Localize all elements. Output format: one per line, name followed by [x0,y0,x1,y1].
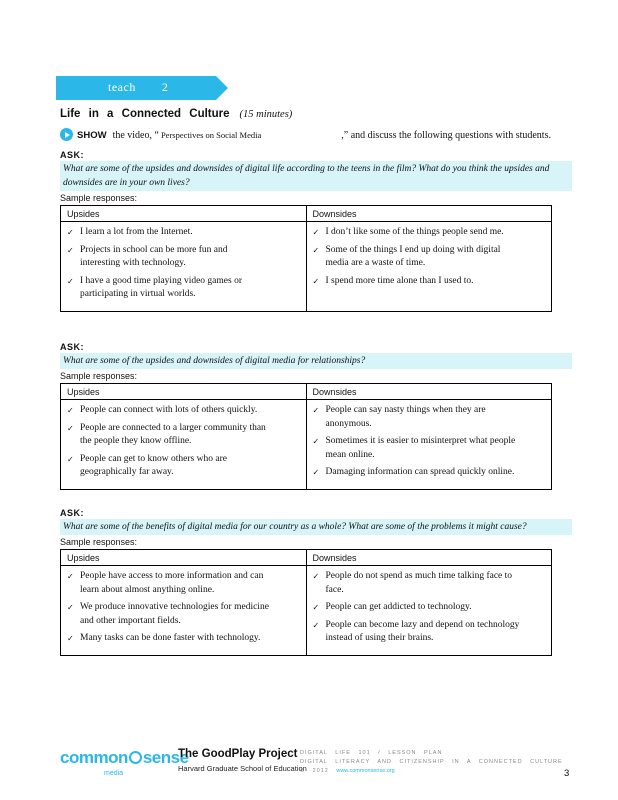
footer-line-2: DIGITAL LITERACY AND CITIZENSHIP IN A CONNECTED CULTURE [300,759,563,765]
show-text-before: the video, “ [112,130,159,141]
upside-item: ✓ People have access to more information and can learn about almost anything online. [67,570,277,597]
responses-table [60,205,552,312]
tab-label-text: teach [108,80,136,94]
upside-item: ✓ Projects in school can be more fun and interesting with technology. [67,244,267,271]
downsides-cell [306,222,552,312]
downside-item: ✓ People do not spend as much time talking face to face. [313,570,513,597]
common-sense-logo [60,748,189,768]
upsides-header: Upsides [61,384,307,400]
ask-label: ASK: [60,508,84,518]
page-footer [60,744,580,784]
downsides-cell [306,400,552,490]
downsides-cell [306,566,552,656]
upsides-cell [61,400,307,490]
downsides-header: Downsides [306,384,552,400]
ask-question: What are some of the benefits of digital media for our country as a whole? What are some of the problems it might cause? [60,519,572,535]
section-duration: (15 minutes) [239,109,293,120]
upsides-header: Upsides [61,550,307,566]
ask-label: ASK: [60,342,84,352]
logo-sense-text: sense [142,748,189,767]
show-text-after: ,” and discuss the following questions with students. [341,130,551,141]
show-label: SHOW [77,130,107,141]
tab-number: 2 [161,80,169,94]
footer-line-1: DIGITAL LIFE 101 / LESSON PLAN [300,750,443,756]
show-instruction [60,128,580,141]
sample-responses-label: Sample responses: [60,193,138,203]
downside-item: ✓ Damaging information can spread quickly online. [313,466,546,480]
upside-item: ✓ People are connected to a larger community than the people they know offline. [67,422,272,449]
downsides-header: Downsides [306,206,552,222]
ask-section-3 [60,508,552,656]
downside-item: ✓ People can say nasty things when they are anonymous. [313,404,488,431]
responses-table [60,383,552,490]
upside-item: ✓ I have a good time playing video games or participating in virtual worlds. [67,275,257,302]
upside-item: ✓ We produce innovative technologies for medicine and other important fields. [67,601,282,628]
upsides-cell [61,566,307,656]
section-title [60,108,292,120]
play-icon [60,128,73,141]
footer-line-3 [300,768,395,774]
upsides-header: Upsides [61,206,307,222]
upside-item: ✓ People can connect with lots of others quickly. [67,404,300,418]
upsides-cell [61,222,307,312]
upside-item: ✓ I learn a lot from the Internet. [67,226,300,240]
upside-item: ✓ Many tasks can be done faster with technology. [67,632,300,646]
tab-label [108,80,168,95]
harvard-text: Harvard Graduate School of Education [178,764,307,773]
goodplay-logo: The GoodPlay Project [178,748,298,760]
downside-item: ✓ Sometimes it is easier to misinterpret what people mean online. [313,435,533,462]
downside-item: ✓ I spend more time alone than I used to. [313,275,546,289]
downside-item: ✓ People can get addicted to technology. [313,601,546,615]
downside-item: ✓ I don’t like some of the things people send me. [313,226,546,240]
logo-media-text: media [104,770,124,777]
ask-section-2 [60,342,552,490]
sample-responses-label: Sample responses: [60,371,138,381]
section-title-text: Life in a Connected Culture [60,108,230,120]
responses-table [60,549,552,656]
downside-item: ✓ Some of the things I end up doing with digital media are a waste of time. [313,244,523,271]
video-title: Perspectives on Social Media [160,130,262,140]
ask-question: What are some of the upsides and downsides of digital life according to the teens in the film? What do you think the upsides and downsides are in your own lives? [60,161,572,191]
sample-responses-label: Sample responses: [60,537,138,547]
ask-label: ASK: [60,150,84,160]
page-number: 3 [564,768,570,779]
logo-ring-icon [129,751,142,764]
ask-question: What are some of the upsides and downsides of digital media for relationships? [60,353,572,369]
footer-copyright: © 2012 [300,768,329,774]
ask-section-1 [60,150,552,312]
upside-item: ✓ People can get to know others who are geographically far away. [67,453,257,480]
downsides-header: Downsides [306,550,552,566]
footer-site-link[interactable]: www.commonsense.org [336,768,395,774]
logo-common-text: common [60,748,128,767]
downside-item: ✓ People can become lazy and depend on technology instead of using their brains. [313,619,538,646]
lesson-tab-banner [56,76,228,100]
